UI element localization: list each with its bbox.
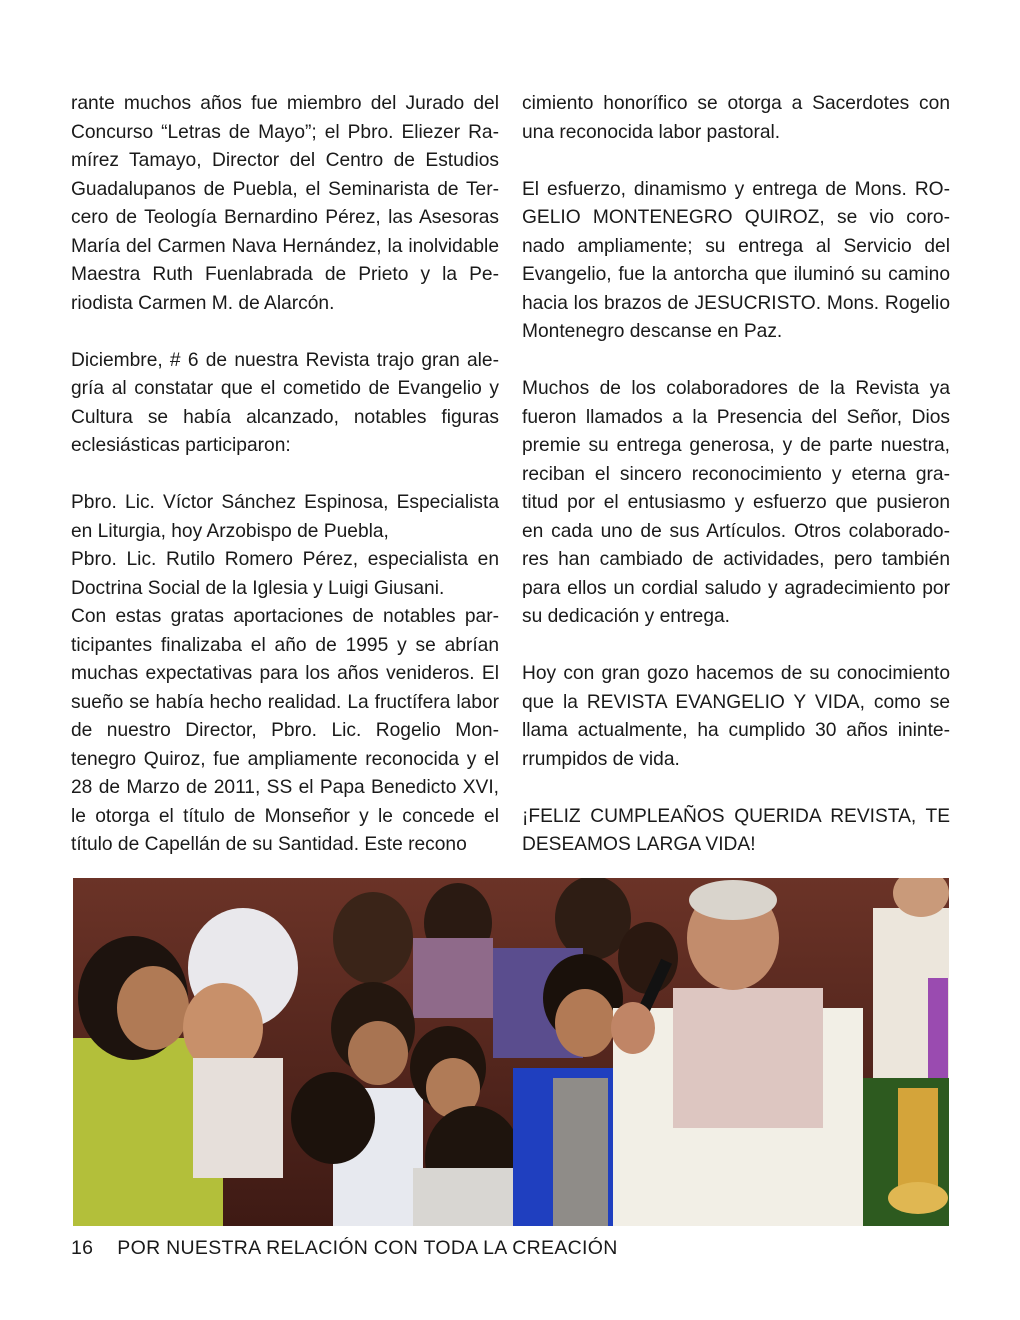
paragraph: Con estas gratas aportaciones de notables participantes finalizaba el año de 1995 y se abrían muchas expectativas para los años venideros. El sueño se había hecho realidad. La fructífera labor de nuestro Director, Pbro. Lic. Rogelio Montenegro Quiroz, fue ampliamente reconocida y el 28 de Marzo de 2011, SS el Papa Benedicto XVI, le otorga el título de Monseñor y le concede el título de Capellán de su Santidad. Este recono [71, 606, 499, 855]
paragraph: Pbro. Lic. Víctor Sánchez Espinosa, Especialista en Liturgia, hoy Arzobispo de Puebla, [71, 492, 499, 542]
paragraph: rante muchos años fue miembro del Jurado del Concurso “Letras de Mayo”; el Pbro. Eliezer Ramírez Tamayo, Director del Centro de Estudios Guadalupanos de Puebla, el Seminarista de Tercero de Teología Bernardino Pérez, las Asesoras María del Carmen Nava Hernández, la inolvidable Maestra Ruth Fuenlabrada de Prieto y la Periodista Carmen M. de Alarcón. [71, 93, 499, 314]
closing-paragraph: ¡FELIZ CUMPLEAÑOS QUERIDA REVISTA, TE DESEAMOS LARGA VIDA! [522, 805, 950, 855]
paragraph: Muchos de los colaboradores de la Revista ya fueron llamados a la Presencia del Señor, Dios premie su entrega generosa, y de parte nuestra, reciban el sincero reconocimiento y eterna gratitud por el entusiasmo y esfuerzo que pusieron en cada uno de sus Artículos. Otros colaboradores han cambiado de actividades, pero también para ellos un cordial saludo y agradecimiento por su dedicación y entrega. [522, 378, 950, 627]
page-number: 16 [71, 1237, 94, 1259]
paragraph: Hoy con gran gozo hacemos de su conocimiento que la REVISTA EVANGELIO Y VIDA, como se llama actualmente, ha cumplido 30 años ininterrumpidos de vida. [522, 663, 950, 770]
paragraph: Pbro. Lic. Rutilo Romero Pérez, especialista en Doctrina Social de la Iglesia y Luigi Giusani. [71, 549, 499, 599]
page-footer [71, 1237, 618, 1260]
paragraph: El esfuerzo, dinamismo y entrega de Mons. ROGELIO MONTENEGRO QUIROZ, se vio coronado ampliamente; su entrega al Servicio del Evangelio, fue la antorcha que iluminó su camino hacia los brazos de JESUCRISTO. Mons. Rogelio Montenegro descanse en Paz. [522, 178, 950, 342]
right-text-column [522, 90, 950, 860]
photo-priest-blessing-children [73, 878, 949, 1226]
paragraph: cimiento honorífico se otorga a Sacerdotes con una reconocida labor pastoral. [522, 93, 950, 143]
left-text-column [71, 90, 499, 860]
paragraph: Diciembre, # 6 de nuestra Revista trajo gran alegría al constatar que el cometido de Evangelio y Cultura se había alcanzado, notables figuras eclesiásticas participaron: [71, 349, 499, 456]
running-title: POR NUESTRA RELACIÓN CON TODA LA CREACIÓN [117, 1237, 618, 1259]
